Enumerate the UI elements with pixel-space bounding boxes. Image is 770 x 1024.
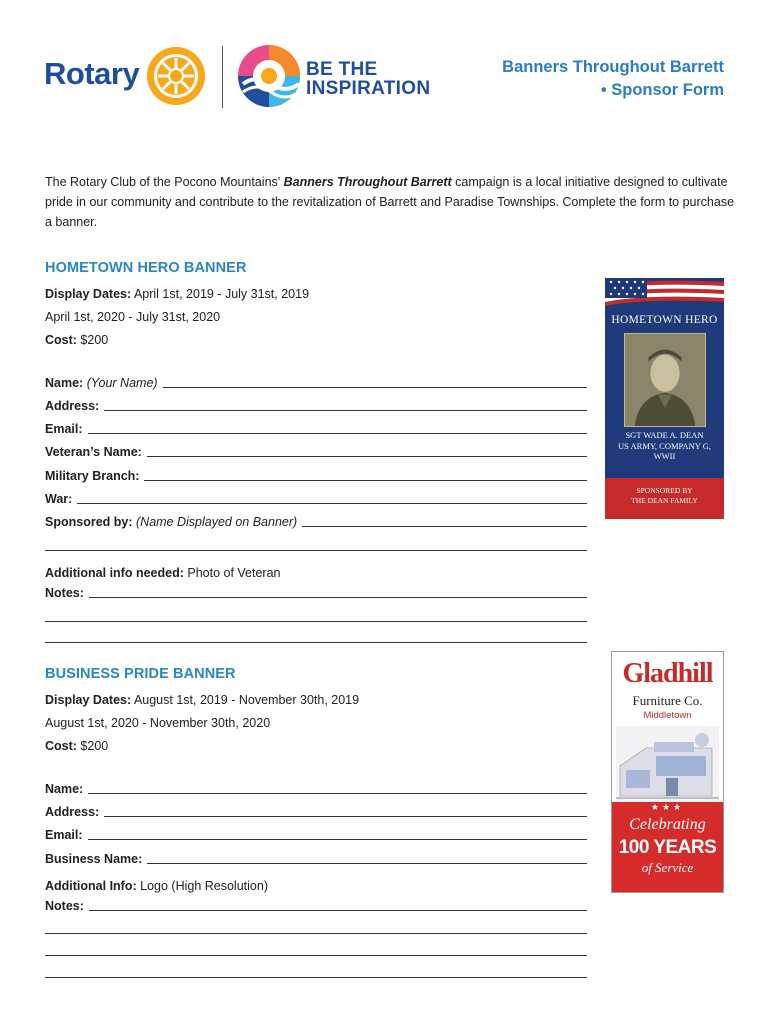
hero-notes-line-2[interactable]: [45, 621, 587, 622]
hero-notes-input-line[interactable]: [89, 597, 587, 598]
business-additional-value: Logo (High Resolution): [136, 879, 268, 893]
hero-cost: [45, 332, 108, 348]
hero-branch-label: Military Branch:: [45, 469, 140, 483]
business-address-input-line[interactable]: [104, 816, 587, 817]
hero-sponsored-label: Sponsored by: (Name Displayed on Banner): [45, 515, 298, 529]
business-address-field[interactable]: [45, 803, 587, 821]
business-notes-input-line[interactable]: [89, 910, 587, 911]
business-email-label: Email:: [45, 828, 83, 842]
biz-banner-service: of Service: [641, 860, 694, 875]
biz-banner-subtitle: Furniture Co.: [632, 693, 703, 708]
hero-branch-input-line[interactable]: [144, 480, 587, 481]
hero-banner-sponsor: [605, 486, 724, 505]
business-notes-line-2[interactable]: [45, 933, 587, 934]
hero-veteran-label: Veteran’s Name:: [45, 445, 142, 459]
hero-banner-title: HOMETOWN HERO: [611, 314, 718, 326]
business-notes-field[interactable]: [45, 897, 587, 915]
business-notes-line-4[interactable]: [45, 977, 587, 978]
biz-banner-years: 100 YEARS: [618, 837, 717, 858]
hero-sponsored-input-line[interactable]: [302, 526, 587, 527]
hero-notes-field[interactable]: [45, 584, 587, 602]
business-additional-label: Additional Info:: [45, 879, 137, 893]
hero-section-heading: HOMETOWN HERO BANNER: [45, 260, 247, 276]
form-title-line-2: • Sponsor Form: [600, 81, 724, 99]
business-dates-1: August 1st, 2019 - November 30th, 2019: [131, 693, 360, 707]
hero-cost-label: Cost:: [45, 333, 77, 347]
business-name-input-line[interactable]: [88, 793, 587, 794]
rotary-logo-text: Rotary: [44, 56, 140, 91]
hero-display-dates: [45, 286, 309, 302]
hero-banner-name-3: WWII: [653, 451, 676, 461]
business-section-heading: BUSINESS PRIDE BANNER: [45, 666, 236, 682]
business-pride-banner-sample: [611, 651, 724, 893]
business-cost-label: Cost:: [45, 739, 77, 753]
hero-war-label: War:: [45, 492, 73, 506]
hometown-hero-banner-sample: [605, 278, 724, 519]
business-cost-value: $200: [76, 739, 109, 753]
hero-war-input-line[interactable]: [77, 503, 587, 504]
rotary-wheel-icon: [144, 44, 208, 108]
business-dates-label: Display Dates:: [45, 693, 132, 707]
hero-additional-value: Photo of Veteran: [183, 566, 281, 580]
form-title-line-1: Banners Throughout Barrett: [502, 58, 724, 76]
business-display-dates: [45, 692, 359, 708]
business-business-name-input-line[interactable]: [147, 863, 587, 864]
hero-name-label: Name: (Your Name): [45, 376, 158, 390]
business-notes-label: Notes:: [45, 899, 84, 913]
intro-paragraph: [45, 172, 735, 232]
biz-banner-celebrating: Celebrating: [629, 816, 706, 833]
business-email-field[interactable]: [45, 826, 587, 844]
tagline-line-2: INSPIRATION: [306, 78, 431, 99]
hero-name-field[interactable]: [45, 374, 587, 392]
business-business-name-field[interactable]: [45, 850, 587, 868]
biz-banner-name: Gladhill: [622, 658, 713, 689]
be-the-inspiration-logo-icon: [237, 44, 301, 108]
business-cost: [45, 738, 108, 754]
hero-notes-line-3[interactable]: [45, 642, 587, 643]
hero-sponsored-extra-line[interactable]: [45, 550, 587, 551]
hero-address-field[interactable]: [45, 397, 587, 415]
hero-notes-label: Notes:: [45, 586, 84, 600]
intro-text-1: The Rotary Club of the Pocono Mountains': [45, 175, 284, 189]
hero-banner-name-1: SGT WADE A. DEAN: [625, 430, 704, 440]
hero-banner-name-2: US ARMY, COMPANY G,: [618, 440, 711, 451]
hero-additional-label: Additional info needed:: [45, 566, 184, 580]
biz-banner-town: Middletown: [643, 710, 692, 721]
hero-name-input-line[interactable]: [163, 387, 587, 388]
hero-sponsored-field[interactable]: [45, 513, 587, 531]
business-email-input-line[interactable]: [88, 839, 587, 840]
business-name-field[interactable]: [45, 780, 587, 798]
american-flag-icon: [605, 278, 724, 312]
storefront-illustration: [616, 726, 719, 806]
hero-veteran-field[interactable]: [45, 443, 587, 461]
be-the-inspiration-tagline: [306, 60, 430, 98]
veteran-portrait-photo: [624, 333, 706, 427]
hero-address-label: Address:: [45, 399, 100, 413]
header-divider: [222, 46, 223, 108]
hero-banner-sponsored-1: SPONSORED BY: [636, 486, 693, 495]
hero-email-label: Email:: [45, 422, 83, 436]
hero-additional-info: [45, 565, 281, 581]
campaign-name: Banners Throughout Barrett: [283, 175, 452, 189]
business-dates-2: August 1st, 2020 - November 30th, 2020: [45, 716, 271, 730]
business-business-name-label: Business Name:: [45, 852, 143, 866]
hero-veteran-input-line[interactable]: [147, 456, 587, 457]
business-additional-info: [45, 878, 268, 894]
business-name-label: Name:: [45, 782, 84, 796]
hero-email-input-line[interactable]: [88, 433, 587, 434]
hero-email-field[interactable]: [45, 420, 587, 438]
hero-dates-2: April 1st, 2020 - July 31st, 2020: [45, 310, 221, 324]
hero-branch-field[interactable]: [45, 467, 587, 485]
hero-address-input-line[interactable]: [104, 410, 587, 411]
intro-text-2: campaign is a local initiative designed to cultivate pride in our community and contribute to the revitalization of Barrett and Paradise Townships. Complete the form to purchase a banner.: [45, 175, 735, 229]
business-notes-line-3[interactable]: [45, 955, 587, 956]
hero-cost-value: $200: [76, 333, 109, 347]
stars-icon: ★★★: [650, 802, 685, 812]
hero-banner-sponsored-2: THE DEAN FAMILY: [631, 495, 698, 505]
business-address-label: Address:: [45, 805, 100, 819]
tagline-line-1: BE THE: [306, 59, 378, 80]
hero-dates-1: April 1st, 2019 - July 31st, 2019: [131, 287, 310, 301]
hero-dates-label: Display Dates:: [45, 287, 132, 301]
hero-banner-veteran: [605, 430, 724, 462]
form-title: [502, 56, 724, 102]
hero-war-field[interactable]: [45, 490, 587, 508]
